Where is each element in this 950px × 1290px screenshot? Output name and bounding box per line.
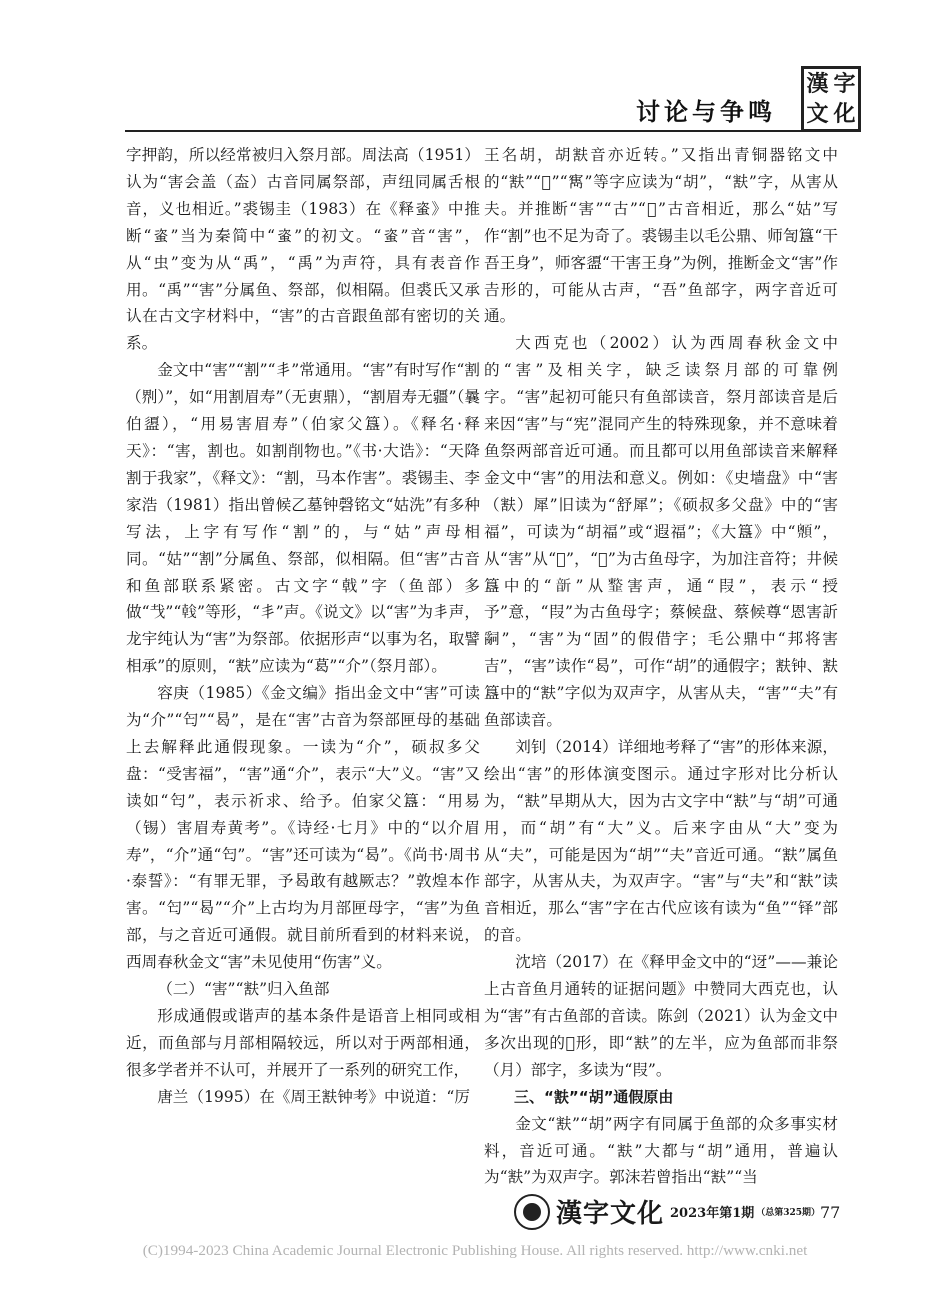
paragraph: 大西克也（2002）认为西周春秋金文中的“害”及相关字，缺乏读祭月部的可靠例字。“害”起初可能只有鱼部读音，祭月部读音是后来因“害”与“宪”混同产生的特殊现象，并不意味着鱼祭两部音近可通。而且都可以用鱼部读音来解释金文中“害”的用法和意义。例如：《史墙盘》中“害（㝬）犀”旧读为“舒犀”；《硕叔多父盘》中的“害福”，可读为“胡福”或“遐福”；《大簋》中“𩔅”，从“害”从“𠃬”，“𠃬”为古鱼母字，为加注音符；井候簋中的“𩐙”从𩐋害声，通“叚”，表示“授予”意，“叚”为古鱼母字；蔡候盘、蔡候尊“恩害訢𤔲”，“害”为“固”的假借字；毛公鼎中“邦将害吉”，“害”读作“曷”，可作“胡”的通假字；㝬钟、㝬簋中的“㝬”字似为双声字，从害从夫，“害”“夫”有鱼部读音。 (484, 334, 838, 730)
journal-emblem-icon (514, 1194, 550, 1230)
paragraph: 容庚（1985）《金文编》指出金文中“害”可读为“介”“匄”“曷”，是在“害”古音为祭部匣母的基础上去解释此通假现象。一读为“介”，硕叔多父盘：“受害福”，“害”通“介”，表示“大”义。“害”又读如“匄”，表示祈求、给予。伯家父簋：“用易（锡）害眉寿黄考”。《诗经·七月》中的“以介眉寿”，“介”通“匄”。“害”还可读为“曷”。《尚书·周书·泰誓》：“有罪无罪，予曷敢有越厥志？”敦煌本作害。“匄”“曷”“介”上古均为月部匣母字，“害”为鱼部，与之音近可通假。就目前所看到的材料来说，西周春秋金文“害”未见使用“伤害”义。 (126, 684, 480, 972)
paragraph: 刘钊（2014）详细地考释了“害”的形体来源，绘出“害”的形体演变图示。通过字形对比分析认为，“㝬”早期从大，因为古文字中“㝬”与“胡”可通用，而“胡”有“大”义。后来字由从“大”变为从“夫”，可能是因为“胡”“夫”音近可通。“㝬”属鱼部字，从害从夫，为双声字。“害”与“夫”和“㝬”读音相近，那么“害”字在古代应该有读为“鱼”“铎”部的音。 (484, 737, 838, 945)
footer-issue-total: （总第325期） (756, 1208, 821, 1218)
footer-issue: 2023年第1期 (670, 1206, 755, 1221)
journal-logo (801, 66, 861, 132)
subsection-heading: （二）“害”“㝬”归入鱼部 (157, 980, 330, 999)
paragraph: 沈培（2017）在《释甲金文中的“迓”——兼论上古音鱼月通转的证据问题》中赞同大西克也，认为“害”有古鱼部的音读。陈剑（2021）认为金文中多次出现的𪬉形，即“㝬”的左半，应为鱼部而非祭（月）部字，多读为“叚”。 (484, 953, 838, 1079)
section-title: 讨论与争鸣 (636, 98, 776, 126)
paragraph: 形成通假或谐声的基本条件是语音上相同或相近，而鱼部与月部相隔较远，所以对于两部相通，很多学者并不认可，并展开了一系列的研究工作， (126, 1007, 480, 1079)
left-column (126, 142, 480, 1111)
paragraph: 字押韵，所以经常被归入祭月部。周法高（1951）认为“害会盖（盇）古音同属祭部，声纽同属舌根音，义也相近。”裘锡圭（1983）在《释𧊒》中推断“𧊒”当为秦简中“𧊒”的初文。“𧊒”音“害”，从“虫”变为从“禹”，“禹”为声符，具有表音作用。“禹”“害”分属鱼、祭部，似相隔。但裘氏又承认在古文字材料中，“害”的古音跟鱼部有密切的关系。 (126, 146, 480, 353)
right-column (484, 142, 838, 1191)
paragraph: 金文“㝬”“胡”两字有同属于鱼部的众多事实材料，音近可通。“㝬”大都与“胡”通用，普遍认为“㝬”为双声字。郭沫若曾指出“㝬”“当 (484, 1114, 838, 1187)
copyright-notice: (C)1994-2023 China Academic Journal Electronic Publishing House. All rights reserved. http://www.cnki.net (142, 1242, 808, 1259)
page-number: 77 (820, 1203, 841, 1222)
paragraph: 唐兰（1995）在《周王㝬钟考》中说道：“厉 (157, 1087, 470, 1106)
logo-char: 文 (806, 101, 829, 127)
logo-char: 漢 (806, 71, 829, 97)
logo-char: 化 (833, 101, 856, 127)
footer-journal-name: 漢字文化 (556, 1199, 665, 1229)
header-rule (125, 130, 801, 132)
logo-char: 字 (833, 71, 856, 97)
footer-logo (514, 1193, 820, 1230)
paragraph: 金文中“害”“割”“丯”常通用。“害”有时写作“割（𠝹）”，如“用割眉寿”（无叀鼎），“割眉寿无疆”（曩伯盨），“用易害眉寿”（伯家父簋）。《释名·释天》：“害，割也。如割削物也。”《书·大诰》：“天降割于我家”，《释文》：“割，马本作害”。裘锡圭、李家浩（1981）指出曾候乙墓钟磬铭文“姑洗”有多种写法，上字有写作“割”的，与“姑”声母相同。“姑”“割”分属鱼、祭部，似相隔。但“害”古音和鱼部联系紧密。古文字“戟”字（鱼部）多做“𢦏”“𢧢”等形，“丯”声。《说文》以“害”为丯声，龙宇纯认为“害”为祭部。依据形声“以事为名，取譬相承”的原则，“㝬”应读为“葛”“介”（祭月部）。 (126, 361, 480, 676)
section-heading: 三、“㝬”“胡”通假原由 (514, 1087, 674, 1106)
paragraph: 王名胡，胡㝬音亦近转。”又指出青铜器铭文中的“㝬”“𦬬”“寯”等字应读为“胡”，“㝬”字，从害从夫。并推断“害”“古”“𠭯”古音相近，那么“姑”写作“割”也不足为奇了。裘锡圭以毛公鼎、师訇簋“干吾王身”，师客盨“干害王身”为例，推断金文“害”作𠮷形的，可能从古声，“吾”鱼部字，两字音近可通。 (484, 146, 838, 326)
